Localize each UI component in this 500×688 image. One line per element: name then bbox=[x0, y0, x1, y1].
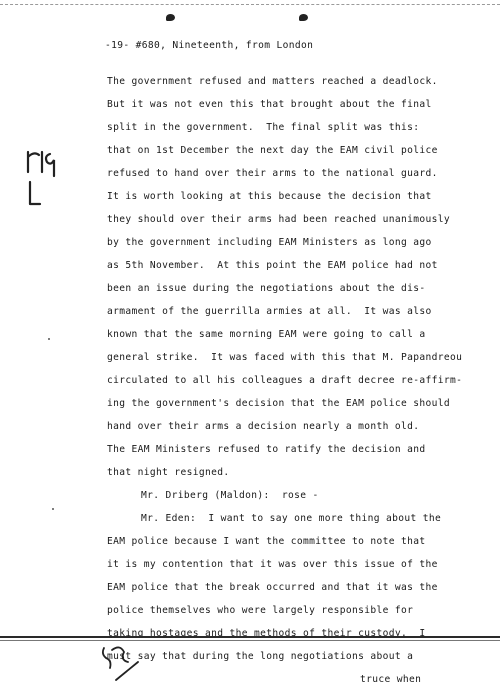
text-line: by the government including EAM Ministers as long ago bbox=[107, 237, 432, 248]
text-line: police themselves who were largely responsible for bbox=[107, 605, 414, 616]
text-line: been an issue during the negotiations about the dis- bbox=[107, 283, 426, 294]
text-line: EAM police because I want the committee to note that bbox=[107, 536, 426, 547]
speck bbox=[48, 338, 50, 340]
top-border bbox=[0, 4, 500, 5]
handwritten-margin-mark bbox=[22, 148, 62, 210]
catchword-line: truce when bbox=[360, 674, 422, 685]
speaker-line: Mr. Eden: I want to say one more thing about the bbox=[141, 513, 442, 524]
bottom-border bbox=[0, 636, 500, 638]
text-line: known that the same morning EAM were going to call a bbox=[107, 329, 426, 340]
text-line: that night resigned. bbox=[107, 467, 230, 478]
binder-hole bbox=[166, 14, 175, 21]
text-line: split in the government. The final split was this: bbox=[107, 122, 420, 133]
text-line: that on 1st December the next day the EAM civil police bbox=[107, 145, 438, 156]
speaker-line: Mr. Driberg (Maldon): rose - bbox=[141, 490, 319, 501]
text-line: But it was not even this that brought about the final bbox=[107, 99, 432, 110]
speck bbox=[52, 508, 54, 510]
bottom-border-inner bbox=[0, 640, 500, 641]
text-line: EAM police that the break occurred and that it was the bbox=[107, 582, 438, 593]
handwritten-page-mark bbox=[98, 640, 142, 686]
text-line: circulated to all his colleagues a draft decree re-affirm- bbox=[107, 375, 463, 386]
page-header: -19- #680, Nineteenth, from London bbox=[105, 40, 314, 51]
text-line: The EAM Ministers refused to ratify the decision and bbox=[107, 444, 426, 455]
text-line: ing the government's decision that the EAM police should bbox=[107, 398, 451, 409]
text-line: refused to hand over their arms to the national guard. bbox=[107, 168, 438, 179]
text-line: it is my contention that it was over this issue of the bbox=[107, 559, 438, 570]
text-line: must say that during the long negotiations about a bbox=[107, 651, 414, 662]
binder-hole bbox=[299, 14, 308, 21]
text-line: as 5th November. At this point the EAM police had not bbox=[107, 260, 438, 271]
text-line: hand over their arms a decision nearly a month old. bbox=[107, 421, 420, 432]
text-line: The government refused and matters reached a deadlock. bbox=[107, 76, 438, 87]
text-line: they should over their arms had been reached unanimously bbox=[107, 214, 451, 225]
text-line: It is worth looking at this because the decision that bbox=[107, 191, 432, 202]
text-line: armament of the guerrilla armies at all. It was also bbox=[107, 306, 432, 317]
text-line: taking hostages and the methods of their custody. I bbox=[107, 628, 426, 639]
text-line: general strike. It was faced with this that M. Papandreou bbox=[107, 352, 463, 363]
